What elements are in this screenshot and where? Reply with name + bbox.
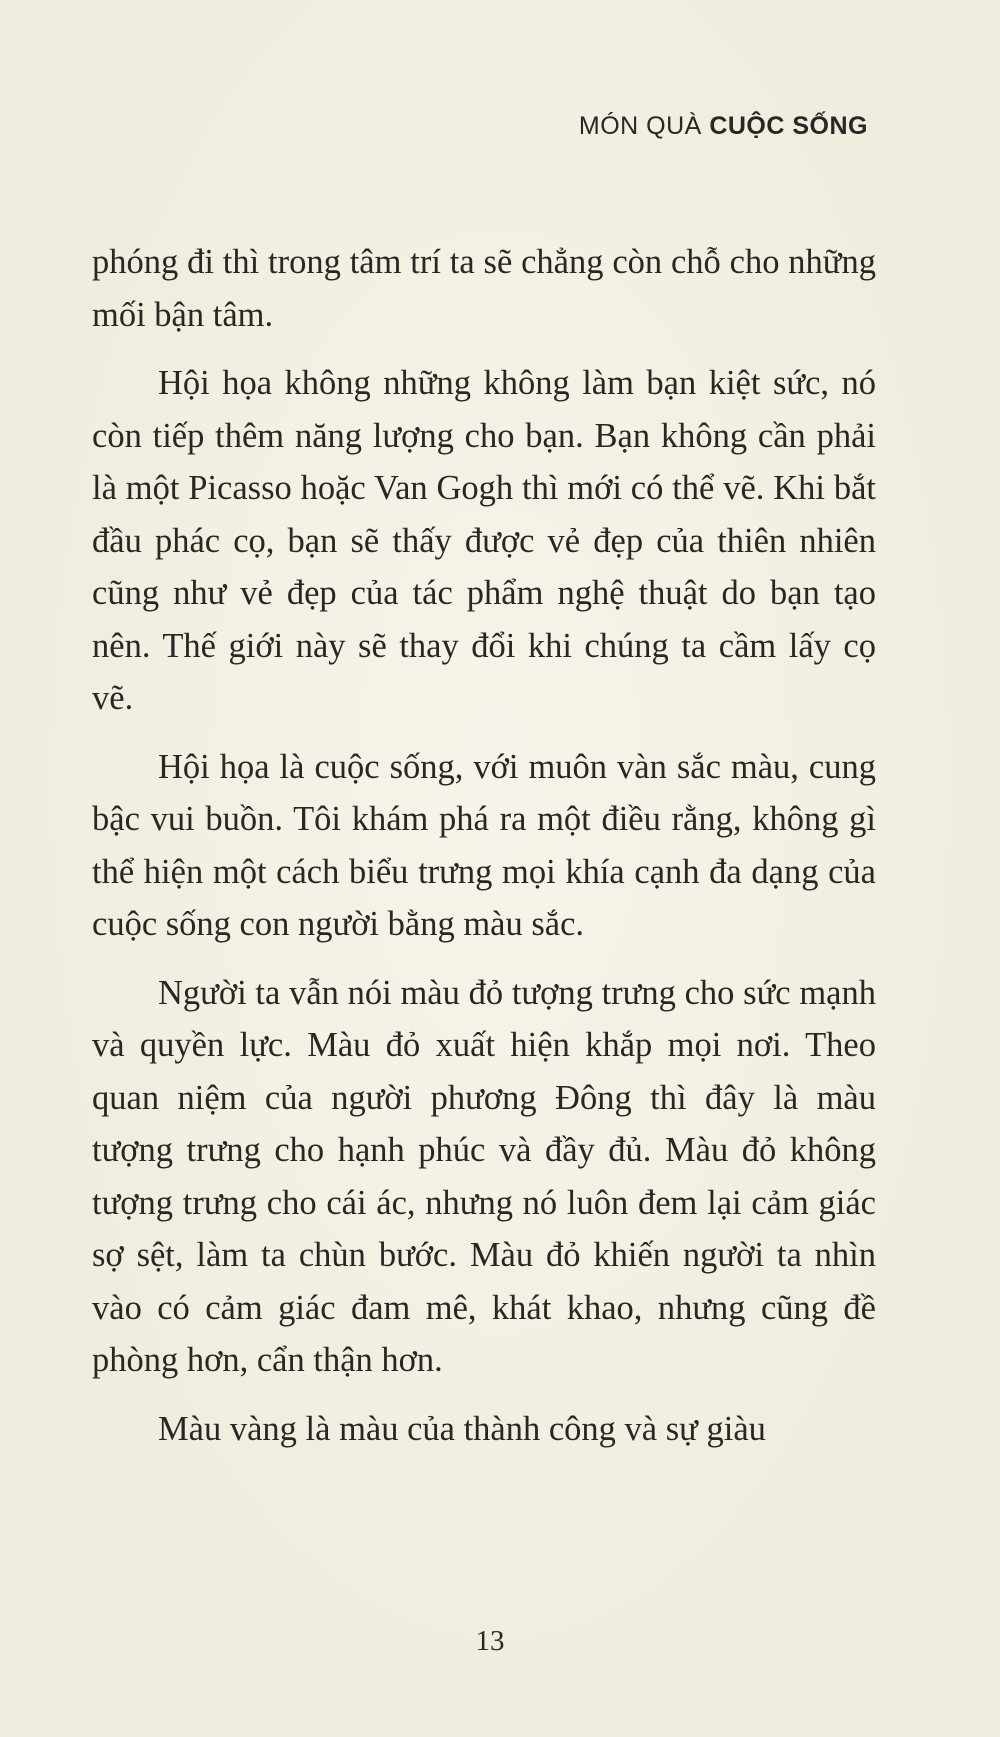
paragraph-continuation: phóng đi thì trong tâm trí ta sẽ chẳng còn chỗ cho những mối bận tâm. [92, 243, 876, 334]
paragraph: Người ta vẫn nói màu đỏ tượng trưng cho sức mạnh và quyền lực. Màu đỏ xuất hiện khắp mọi nơi. Theo quan niệm của người phương Đông thì đây là màu tượng trưng cho hạnh phúc và đầy đủ. Màu đỏ không tượng trưng cho cái ác, nhưng nó luôn đem lại cảm giác sợ sệt, làm ta chùn bước. Màu đỏ khiến người ta nhìn vào có cảm giác đam mê, khát khao, nhưng cũng đề phòng hơn, cẩn thận hơn. [92, 973, 876, 1379]
paragraph: Hội họa không những không làm bạn kiệt sức, nó còn tiếp thêm năng lượng cho bạn. Bạn không cần phải là một Picasso hoặc Van Gogh thì mới có thể vẽ. Khi bắt đầu phác cọ, bạn sẽ thấy được vẻ đẹp của thiên nhiên cũng như vẻ đẹp của tác phẩm nghệ thuật do bạn tạo nên. Thế giới này sẽ thay đổi khi chúng ta cầm lấy cọ vẽ. [92, 364, 876, 717]
running-header-title-bold: CUỘC SỐNG [709, 112, 868, 140]
paragraph: Hội họa là cuộc sống, với muôn vàn sắc màu, cung bậc vui buồn. Tôi khám phá ra một điều rằng, không gì thể hiện một cách biểu trưng mọi khía cạnh đa dạng của cuộc sống con người bằng màu sắc. [92, 747, 876, 943]
running-header-title: MÓN QUÀ [578, 112, 710, 140]
body-text [92, 236, 876, 1471]
page-number: 13 [475, 1625, 505, 1657]
paragraph: Màu vàng là màu của thành công và sự giàu [158, 1409, 766, 1448]
running-header [579, 112, 868, 141]
